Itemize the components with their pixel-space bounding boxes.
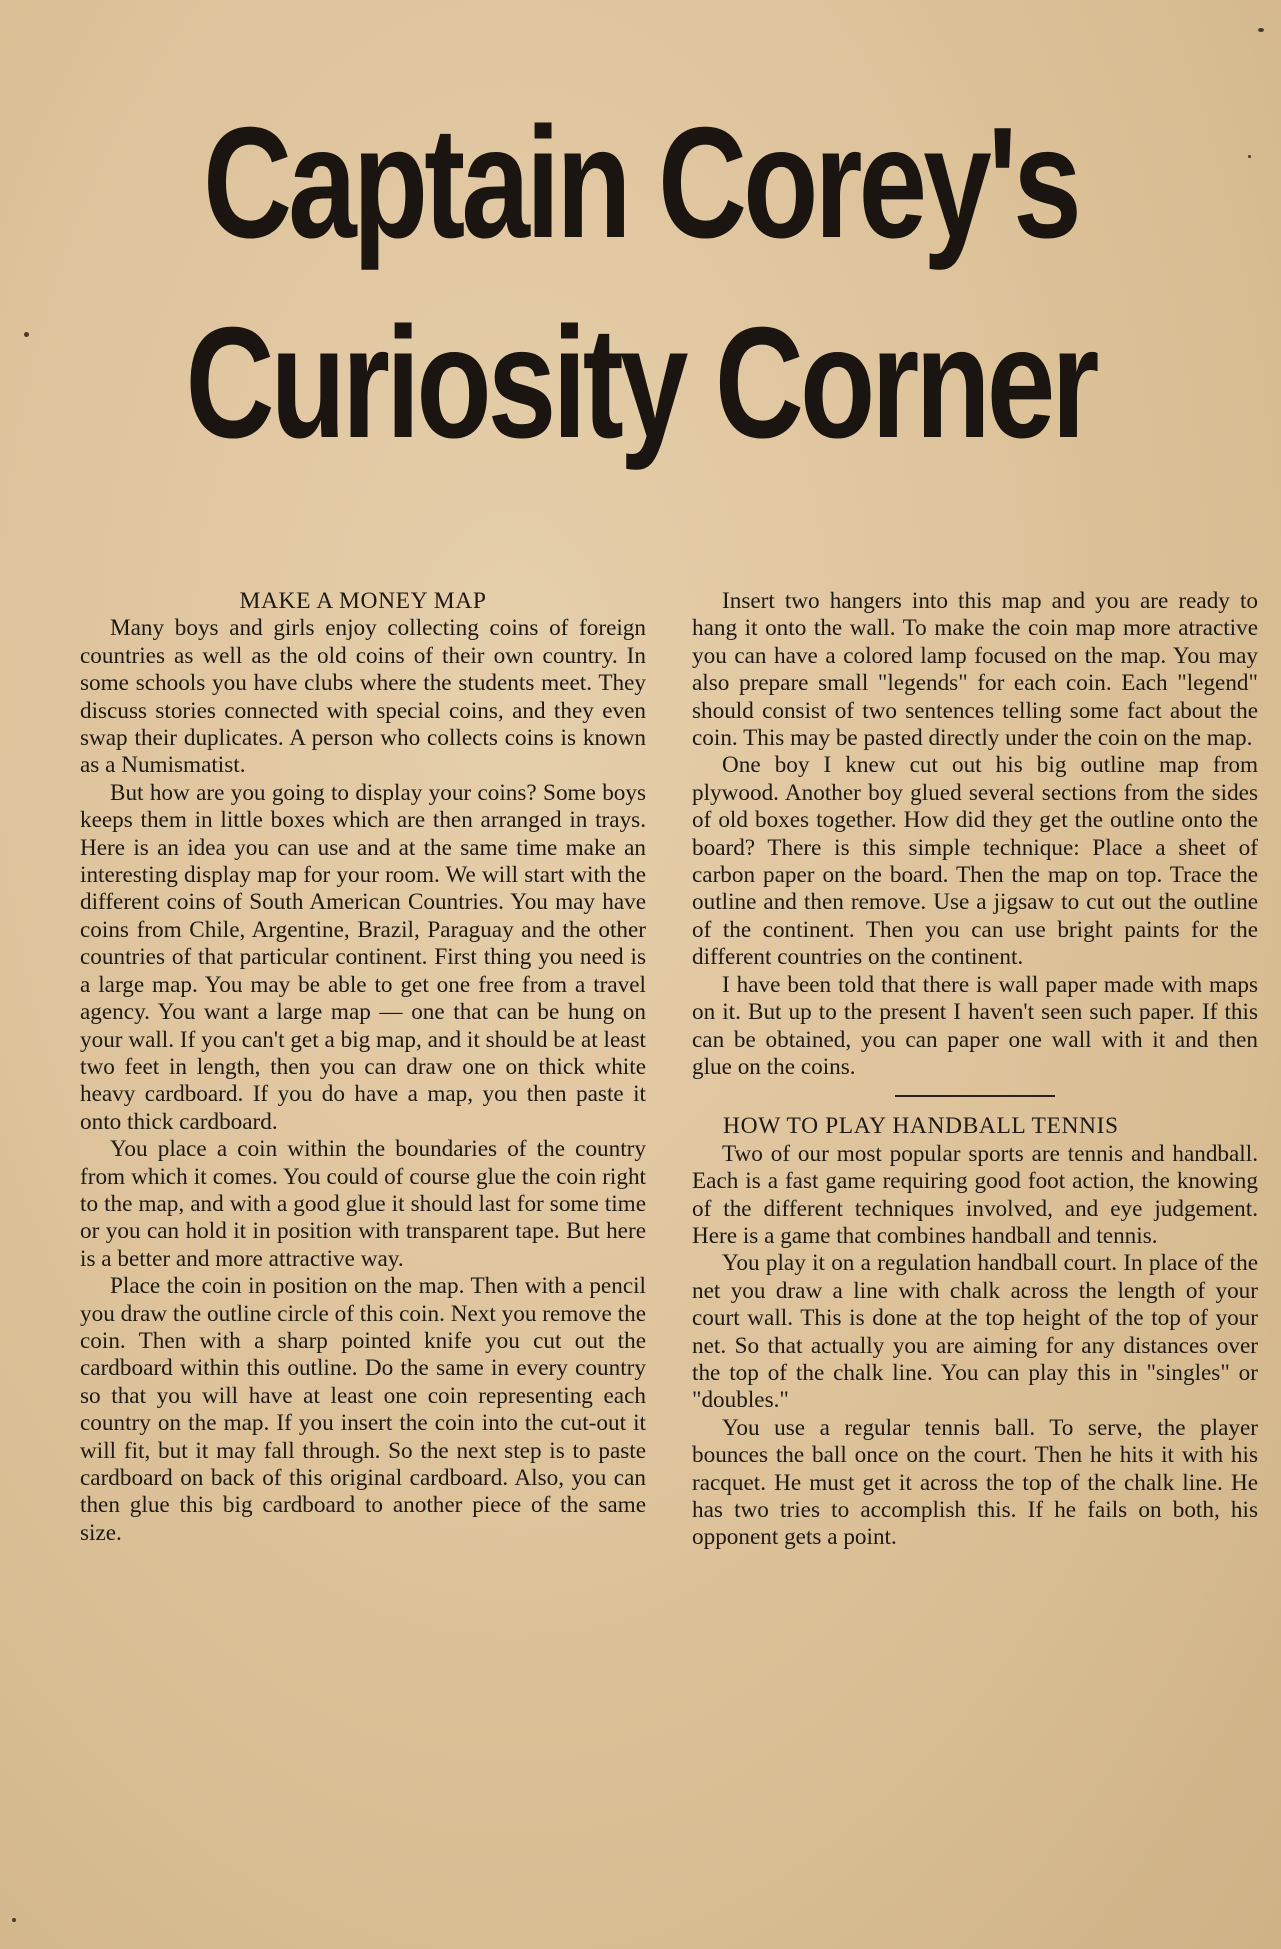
section-heading-money-map: MAKE A MONEY MAP [239,588,487,614]
left-column [80,588,646,1547]
paper-speck [24,332,29,337]
paragraph: Place the coin in position on the map. Then with a pencil you draw the outline circle of this coin. Next you remove the coin. Then with a sharp pointed knife you cut out the cardboard within this outline. Do the same in every country so that you will have at least one coin representing each country on the map. If you insert the coin into the cut-out it will fit, but it may fall through. So the next step is to paste cardboard on back of this original cardboard. Also, you can then glue this big cardboard to another piece of the same size. [80,1273,646,1546]
right-column [692,588,1258,1552]
paper-speck [1258,28,1264,32]
title-line-2: Curiosity Corner [185,295,1096,471]
paragraph: You place a coin within the boundaries of the country from which it comes. You could of course glue the coin right to the map, and with a good glue it should last for some time or you can hold it in position with transparent tape. But here is a better and more attractive way. [80,1136,646,1272]
paper-speck [1248,155,1251,158]
paragraph: Two of our most popular sports are tennis and handball. Each is a fast game requiring good foot action, the knowing of the different techniques involved, and eye judgement. Here is a game that combines handball and tennis. [692,1140,1258,1249]
section-heading-handball-tennis: HOW TO PLAY HANDBALL TENNIS [723,1113,1119,1140]
paper-speck [12,1918,16,1922]
paragraph: You play it on a regulation handball court. In place of the net you draw a line with chalk across the length of your court wall. This is done at the top height of the top of your net. So that actually you are aiming for any distances over the top of the chalk line. You can play this in "singles" or "doubles." [692,1250,1258,1414]
paragraph: Many boys and girls enjoy collecting coins of foreign countries as well as the old coins of their own country. In some schools you have clubs where the students meet. They discuss stories connected with special coins, and they even swap their duplicates. A person who collects coins is known as a Numismatist. [80,615,646,779]
title-line-1: Captain Corey's [203,95,1078,271]
paragraph: One boy I knew cut out his big outline map from plywood. Another boy glued several sections from the sides of old boxes together. How did they get the outline onto the board? There is this simple technique: Place a sheet of carbon paper on the board. Then the map on top. Trace the outline and then remove. Use a jigsaw to cut out the outline of the continent. Then you can use bright paints for the different countries on the continent. [692,752,1258,971]
paragraph: But how are you going to display your coins? Some boys keeps them in little boxes which are then arranged in trays. Here is an idea you can use and at the same time make an interesting display map for your room. We will start with the different coins of South American Countries. You may have coins from Chile, Argentine, Brazil, Paraguay and the other countries of that particular continent. First thing you need is a large map. You may be able to get one free from a travel agency. You want a large map — one that can be hung on your wall. If you can't get a big map, and it should be at least two feet in length, then you can draw one on thick white heavy cardboard. If you do have a map, you then paste it onto thick cardboard. [80,779,646,1135]
paragraph: You use a regular tennis ball. To serve, the player bounces the ball once on the court. Then he hits it with his racquet. He must get it across the top of the chalk line. He has two tries to accomplish this. If he fails on both, his opponent gets a point. [692,1414,1258,1551]
paragraph: I have been told that there is wall paper made with maps on it. But up to the present I haven't seen such paper. If this can be obtained, you can paper one wall with it and then glue on the coins. [692,971,1258,1080]
paragraph: Insert two hangers into this map and you are ready to hang it onto the wall. To make the coin map more atractive you can have a colored lamp focused on the map. You may also prepare small "legends" for each coin. Each "legend" should consist of two sentences telling some fact about the coin. This may be pasted directly under the coin on the map. [692,588,1258,752]
section-divider [895,1095,1055,1097]
